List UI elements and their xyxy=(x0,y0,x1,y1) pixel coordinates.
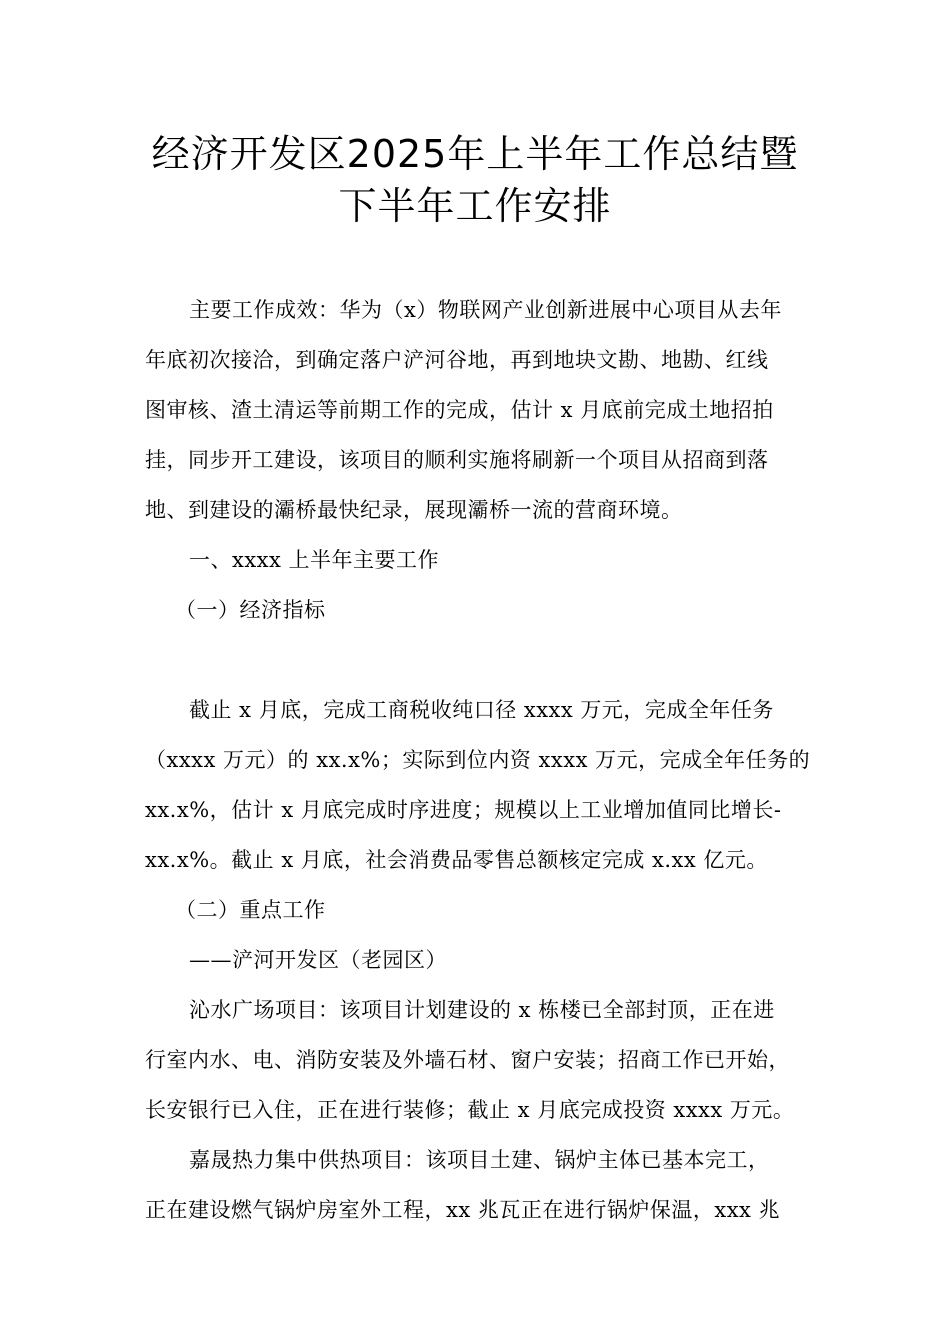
document-body xyxy=(145,285,811,1235)
paragraph-line: 正在建设燃气锅炉房室外工程，xx 兆瓦正在进行锅炉保温，xxx 兆 xyxy=(145,1198,781,1222)
document-title-line-2: 下半年工作安排 xyxy=(338,184,612,228)
paragraph-economic-indicators xyxy=(145,685,811,885)
paragraph-line: 年底初次接洽，到确定落户浐河谷地，再到地块文勘、地勘、红线 xyxy=(145,348,769,372)
paragraph-line: 嘉晟热力集中供热项目：该项目土建、锅炉主体已基本完工， xyxy=(189,1148,770,1172)
heading-chanhe-district: ——浐河开发区（老园区） xyxy=(189,948,447,972)
paragraph-heating-project xyxy=(145,1135,805,1235)
paragraph-line: 地、到建设的灞桥最快纪录，展现灞桥一流的营商环境。 xyxy=(145,498,683,522)
paragraph-line: 沁水广场项目：该项目计划建设的 x 栋楼已全部封顶，正在进 xyxy=(189,998,775,1022)
paragraph-qinshui-plaza xyxy=(145,985,805,1135)
paragraph-line: 长安银行已入住，正在进行装修；截止 x 月底完成投资 xxxx 万元。 xyxy=(145,1098,795,1122)
paragraph-line: （xxxx 万元）的 xx.x%；实际到位内资 xxxx 万元，完成全年任务的 xyxy=(145,748,811,772)
paragraph-line: 主要工作成效：华为（x）物联网产业创新进展中心项目从去年 xyxy=(189,298,782,322)
blank-line xyxy=(145,635,805,685)
paragraph-line: xx.x%。截止 x 月底，社会消费品零售总额核定完成 x.xx 亿元。 xyxy=(145,848,768,872)
heading-section-1: 一、xxxx 上半年主要工作 xyxy=(189,548,440,572)
paragraph-line: 截止 x 月底，完成工商税收纯口径 xxxx 万元，完成全年任务 xyxy=(189,698,774,722)
paragraph-main-achievement xyxy=(145,285,805,535)
heading-economic-indicators: （一）经济指标 xyxy=(175,598,326,622)
paragraph-line: 行室内水、电、消防安装及外墙石材、窗户安装；招商工作已开始， xyxy=(145,1048,790,1072)
heading-key-work: （二）重点工作 xyxy=(175,898,326,922)
paragraph-line: xx.x%，估计 x 月底完成时序进度；规模以上工业增加值同比增长- xyxy=(145,798,782,822)
paragraph-line: 图审核、渣土清运等前期工作的完成，估计 x 月底前完成土地招拍 xyxy=(145,398,774,422)
paragraph-line: 挂，同步开工建设，该项目的顺利实施将刷新一个项目从招商到落 xyxy=(145,448,769,472)
document-title-line-1: 经济开发区2025年上半年工作总结暨 xyxy=(151,132,799,176)
